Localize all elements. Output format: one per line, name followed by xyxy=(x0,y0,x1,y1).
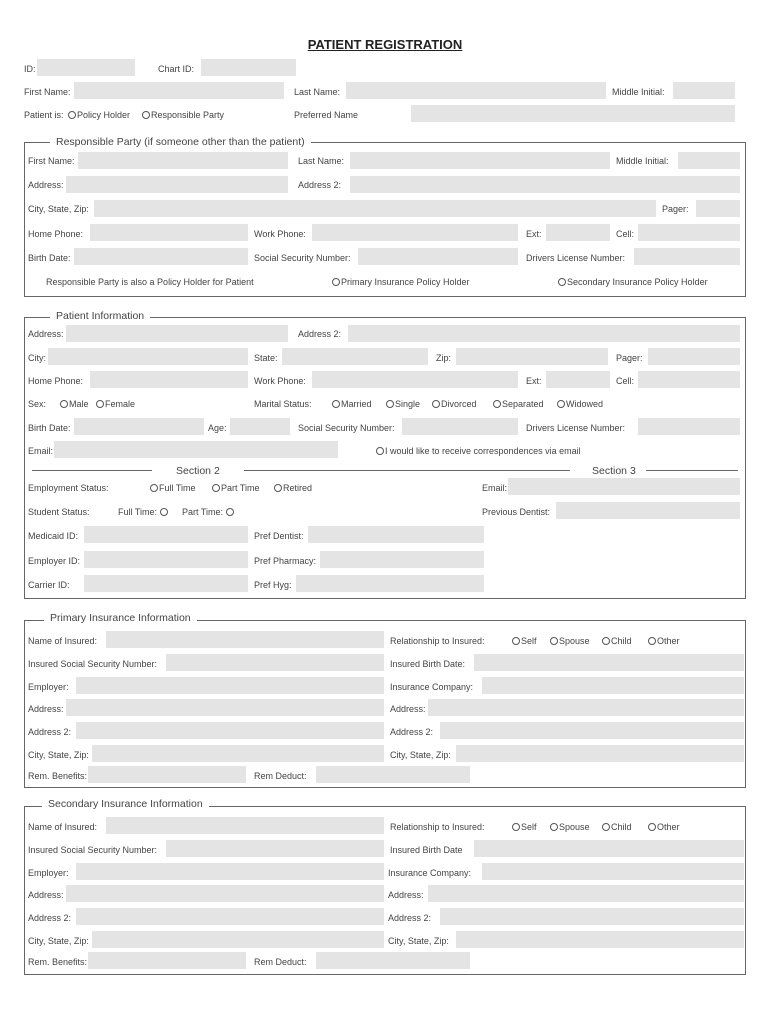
divorced-text: Divorced xyxy=(441,399,477,409)
s-address-label: Address: xyxy=(28,890,64,900)
radio-icon[interactable] xyxy=(96,400,104,408)
s-child-text: Child xyxy=(611,822,632,832)
radio-icon[interactable] xyxy=(212,484,220,492)
correspondence-text: I would like to receive correspondences via email xyxy=(385,446,581,456)
prev-dentist-label: Previous Dentist: xyxy=(482,507,551,517)
secondary-holder-text: Secondary Insurance Policy Holder xyxy=(567,277,708,287)
id-label: ID: xyxy=(24,64,36,74)
s-employer-label: Employer: xyxy=(28,868,69,878)
s-birth-field[interactable] xyxy=(474,840,744,857)
last-name-field[interactable] xyxy=(346,82,606,99)
pi-home-phone-field[interactable] xyxy=(90,371,248,388)
s-address-field[interactable] xyxy=(66,885,384,902)
p-name-label: Name of Insured: xyxy=(28,636,98,646)
part-time-option[interactable] xyxy=(212,482,260,494)
radio-icon[interactable] xyxy=(376,447,384,455)
p-ins-company-label: Insurance Company: xyxy=(390,682,474,692)
section3-rule xyxy=(646,470,738,471)
widowed-option[interactable] xyxy=(557,398,603,410)
rp-csz-label: City, State, Zip: xyxy=(28,204,89,214)
rp-work-phone-field[interactable] xyxy=(312,224,518,241)
p-rem-deduct-field[interactable] xyxy=(316,766,470,783)
pi-work-phone-field[interactable] xyxy=(312,371,518,388)
pi-address-label: Address: xyxy=(28,329,64,339)
radio-icon[interactable] xyxy=(648,637,656,645)
p-csz-r-field[interactable] xyxy=(456,745,744,762)
single-option[interactable] xyxy=(386,398,420,410)
s-rem-benefits-field[interactable] xyxy=(88,952,246,969)
secondary-insurance-title: Secondary Insurance Information xyxy=(42,798,209,810)
pi-cell-field[interactable] xyxy=(638,371,740,388)
s-name-field[interactable] xyxy=(106,817,384,834)
pi-pager-label: Pager: xyxy=(616,353,643,363)
student-full-time-option[interactable] xyxy=(118,506,169,518)
p-csz-label: City, State, Zip: xyxy=(28,750,89,760)
s-other-option[interactable] xyxy=(648,821,680,833)
pref-hyg-field[interactable] xyxy=(296,575,484,592)
p-ins-company-field[interactable] xyxy=(482,677,744,694)
s-csz-field[interactable] xyxy=(92,931,384,948)
s-address-r-field[interactable] xyxy=(428,885,744,902)
rp-ssn-label: Social Security Number: xyxy=(254,253,351,263)
radio-icon[interactable] xyxy=(550,823,558,831)
responsible-party-option[interactable] xyxy=(142,109,224,121)
rp-address-field[interactable] xyxy=(66,176,288,193)
p-rem-deduct-label: Rem Deduct: xyxy=(254,771,307,781)
s-address-r-label: Address: xyxy=(388,890,424,900)
s-name-label: Name of Insured: xyxy=(28,822,98,832)
pi-birth-date-field[interactable] xyxy=(74,418,204,435)
s-address2-r-label: Address 2: xyxy=(388,913,432,923)
radio-icon[interactable] xyxy=(602,637,610,645)
pi-ext-field[interactable] xyxy=(546,371,610,388)
separated-option[interactable] xyxy=(493,398,544,410)
rp-last-name-label: Last Name: xyxy=(298,156,345,166)
pi-zip-field[interactable] xyxy=(456,348,608,365)
rp-pager-label: Pager: xyxy=(662,204,689,214)
p-csz-r-label: City, State, Zip: xyxy=(390,750,451,760)
student-part-time-text: Part Time: xyxy=(182,507,224,517)
p-birth-label: Insured Birth Date: xyxy=(390,659,466,669)
p-other-option[interactable] xyxy=(648,635,680,647)
pi-state-field[interactable] xyxy=(282,348,428,365)
s-rem-deduct-label: Rem Deduct: xyxy=(254,957,307,967)
pi-age-label: Age: xyxy=(208,423,227,433)
preferred-name-field[interactable] xyxy=(411,105,735,122)
pi-address-field[interactable] xyxy=(66,325,288,342)
p-csz-field[interactable] xyxy=(92,745,384,762)
divorced-option[interactable] xyxy=(432,398,477,410)
policy-holder-text: Policy Holder xyxy=(77,110,131,120)
employer-id-label: Employer ID: xyxy=(28,556,81,566)
section2-rule-right xyxy=(244,470,570,471)
employer-id-field[interactable] xyxy=(84,551,248,568)
chart-id-field[interactable] xyxy=(201,59,296,76)
rp-middle-initial-label: Middle Initial: xyxy=(616,156,669,166)
pi-city-field[interactable] xyxy=(48,348,248,365)
s-csz-r-field[interactable] xyxy=(456,931,744,948)
s-other-text: Other xyxy=(657,822,680,832)
radio-icon[interactable] xyxy=(226,508,234,516)
s-relationship-label: Relationship to Insured: xyxy=(390,822,485,832)
pi-ssn-field[interactable] xyxy=(402,418,518,435)
s-address2-label: Address 2: xyxy=(28,913,72,923)
p-spouse-option[interactable] xyxy=(550,635,590,647)
section2-rule-left xyxy=(32,470,152,471)
pi-work-phone-label: Work Phone: xyxy=(254,376,306,386)
responsible-party-title: Responsible Party (if someone other than the patient) xyxy=(50,136,311,148)
policy-holder-option[interactable] xyxy=(68,109,130,121)
pi-birth-date-label: Birth Date: xyxy=(28,423,71,433)
p-relationship-label: Relationship to Insured: xyxy=(390,636,485,646)
radio-icon[interactable] xyxy=(602,823,610,831)
rp-ssn-field[interactable] xyxy=(358,248,518,265)
s-self-option[interactable] xyxy=(512,821,537,833)
medicaid-field[interactable] xyxy=(84,526,248,543)
section3-title: Section 3 xyxy=(592,465,636,477)
single-text: Single xyxy=(395,399,421,409)
first-name-label: First Name: xyxy=(24,87,71,97)
first-name-field[interactable] xyxy=(74,82,284,99)
s-rem-deduct-field[interactable] xyxy=(316,952,470,969)
retired-option[interactable] xyxy=(274,482,312,494)
pi-age-field[interactable] xyxy=(230,418,290,435)
radio-icon[interactable] xyxy=(550,637,558,645)
rp-first-name-field[interactable] xyxy=(78,152,288,169)
s-address2-field[interactable] xyxy=(76,908,384,925)
s-csz-label: City, State, Zip: xyxy=(28,936,89,946)
p-address-label: Address: xyxy=(28,704,64,714)
radio-icon[interactable] xyxy=(493,400,501,408)
patient-info-title: Patient Information xyxy=(50,310,150,322)
rp-home-phone-field[interactable] xyxy=(90,224,248,241)
rp-first-name-label: First Name: xyxy=(28,156,75,166)
s-rem-benefits-label: Rem. Benefits: xyxy=(28,957,88,967)
p-rem-benefits-field[interactable] xyxy=(88,766,246,783)
carrier-id-field[interactable] xyxy=(84,575,248,592)
s-spouse-text: Spouse xyxy=(559,822,590,832)
pi-city-label: City: xyxy=(28,353,46,363)
widowed-text: Widowed xyxy=(566,399,604,409)
p-self-option[interactable] xyxy=(512,635,537,647)
p-address-field[interactable] xyxy=(66,699,384,716)
radio-icon[interactable] xyxy=(68,111,76,119)
responsible-party-text: Responsible Party xyxy=(151,110,225,120)
pi-pager-field[interactable] xyxy=(648,348,740,365)
retired-text: Retired xyxy=(283,483,313,493)
rp-birth-date-field[interactable] xyxy=(74,248,248,265)
middle-initial-label: Middle Initial: xyxy=(612,87,665,97)
rp-also-policy-label: Responsible Party is also a Policy Holder for Patient xyxy=(46,277,254,287)
rp-ext-label: Ext: xyxy=(526,229,542,239)
radio-icon[interactable] xyxy=(557,400,565,408)
pref-dentist-field[interactable] xyxy=(308,526,484,543)
p-name-field[interactable] xyxy=(106,631,384,648)
p-child-text: Child xyxy=(611,636,632,646)
pi-dl-field[interactable] xyxy=(638,418,740,435)
p-address2-field[interactable] xyxy=(76,722,384,739)
pi-marital-label: Marital Status: xyxy=(254,399,312,409)
p-employer-label: Employer: xyxy=(28,682,69,692)
preferred-name-label: Preferred Name xyxy=(294,110,359,120)
full-time-option[interactable] xyxy=(150,482,196,494)
radio-icon[interactable] xyxy=(648,823,656,831)
pi-ext-label: Ext: xyxy=(526,376,542,386)
s-ssn-label: Insured Social Security Number: xyxy=(28,845,158,855)
rp-address2-label: Address 2: xyxy=(298,180,342,190)
pi-zip-label: Zip: xyxy=(436,353,452,363)
rp-cell-label: Cell: xyxy=(616,229,635,239)
pi-dl-label: Drivers License Number: xyxy=(526,423,626,433)
patient-is-label: Patient is: xyxy=(24,110,64,120)
p-employer-field[interactable] xyxy=(76,677,384,694)
section3-email-label: Email: xyxy=(482,483,508,493)
married-text: Married xyxy=(341,399,372,409)
rp-home-phone-label: Home Phone: xyxy=(28,229,84,239)
married-option[interactable] xyxy=(332,398,372,410)
rp-cell-field[interactable] xyxy=(638,224,740,241)
pref-pharmacy-field[interactable] xyxy=(320,551,484,568)
p-address-r-label: Address: xyxy=(390,704,426,714)
carrier-id-label: Carrier ID: xyxy=(28,580,70,590)
p-rem-benefits-label: Rem. Benefits: xyxy=(28,771,88,781)
radio-icon[interactable] xyxy=(150,484,158,492)
s-birth-label: Insured Birth Date xyxy=(390,845,463,855)
s-child-option[interactable] xyxy=(602,821,632,833)
rp-birth-date-label: Birth Date: xyxy=(28,253,71,263)
secondary-holder-option[interactable] xyxy=(558,276,708,288)
rp-middle-initial-field[interactable] xyxy=(678,152,740,169)
s-ins-company-field[interactable] xyxy=(482,863,744,880)
female-option[interactable] xyxy=(96,398,135,410)
pi-address2-field[interactable] xyxy=(348,325,740,342)
radio-icon[interactable] xyxy=(432,400,440,408)
s-address2-r-field[interactable] xyxy=(440,908,744,925)
middle-initial-field[interactable] xyxy=(673,82,735,99)
radio-icon[interactable] xyxy=(274,484,282,492)
radio-icon[interactable] xyxy=(142,111,150,119)
p-address2-label: Address 2: xyxy=(28,727,72,737)
prev-dentist-field[interactable] xyxy=(556,502,740,519)
student-label: Student Status: xyxy=(28,507,90,517)
id-field[interactable] xyxy=(37,59,135,76)
pi-cell-label: Cell: xyxy=(616,376,635,386)
last-name-label: Last Name: xyxy=(294,87,341,97)
section3-email-field[interactable] xyxy=(508,478,740,495)
pi-email-label: Email: xyxy=(28,446,54,456)
p-child-option[interactable] xyxy=(602,635,632,647)
correspondence-option[interactable] xyxy=(376,445,581,457)
rp-csz-field[interactable] xyxy=(94,200,656,217)
pref-dentist-label: Pref Dentist: xyxy=(254,531,304,541)
rp-last-name-field[interactable] xyxy=(350,152,610,169)
student-full-time-text: Full Time: xyxy=(118,507,158,517)
p-ssn-field[interactable] xyxy=(166,654,384,671)
pi-email-field[interactable] xyxy=(54,441,338,458)
student-part-time-option[interactable] xyxy=(182,506,235,518)
rp-ext-field[interactable] xyxy=(546,224,610,241)
p-address2-r-label: Address 2: xyxy=(390,727,434,737)
pref-hyg-label: Pref Hyg: xyxy=(254,580,292,590)
primary-holder-text: Primary Insurance Policy Holder xyxy=(341,277,470,287)
s-spouse-option[interactable] xyxy=(550,821,590,833)
s-ssn-field[interactable] xyxy=(166,840,384,857)
primary-insurance-title: Primary Insurance Information xyxy=(44,612,197,624)
pi-address2-label: Address 2: xyxy=(298,329,342,339)
radio-icon[interactable] xyxy=(60,400,68,408)
medicaid-label: Medicaid ID: xyxy=(28,531,79,541)
separated-text: Separated xyxy=(502,399,544,409)
radio-icon[interactable] xyxy=(386,400,394,408)
male-option[interactable] xyxy=(60,398,89,410)
pi-ssn-label: Social Security Number: xyxy=(298,423,395,433)
s-ins-company-label: Insurance Company: xyxy=(388,868,472,878)
radio-icon[interactable] xyxy=(332,400,340,408)
employment-label: Employment Status: xyxy=(28,483,109,493)
radio-icon[interactable] xyxy=(512,823,520,831)
p-address-r-field[interactable] xyxy=(428,699,744,716)
rp-address-label: Address: xyxy=(28,180,64,190)
chart-id-label: Chart ID: xyxy=(158,64,195,74)
radio-icon[interactable] xyxy=(160,508,168,516)
rp-pager-field[interactable] xyxy=(696,200,740,217)
male-text: Male xyxy=(69,399,89,409)
p-ssn-label: Insured Social Security Number: xyxy=(28,659,158,669)
section2-title: Section 2 xyxy=(176,465,220,477)
p-spouse-text: Spouse xyxy=(559,636,590,646)
pi-home-phone-label: Home Phone: xyxy=(28,376,84,386)
rp-dl-label: Drivers License Number: xyxy=(526,253,626,263)
rp-dl-field[interactable] xyxy=(634,248,740,265)
pi-state-label: State: xyxy=(254,353,278,363)
p-other-text: Other xyxy=(657,636,680,646)
p-birth-field[interactable] xyxy=(474,654,744,671)
p-address2-r-field[interactable] xyxy=(440,722,744,739)
radio-icon[interactable] xyxy=(558,278,566,286)
s-self-text: Self xyxy=(521,822,537,832)
full-time-text: Full Time xyxy=(159,483,196,493)
radio-icon[interactable] xyxy=(332,278,340,286)
rp-address2-field[interactable] xyxy=(350,176,740,193)
rp-work-phone-label: Work Phone: xyxy=(254,229,306,239)
female-text: Female xyxy=(105,399,136,409)
part-time-text: Part Time xyxy=(221,483,260,493)
p-self-text: Self xyxy=(521,636,537,646)
primary-holder-option[interactable] xyxy=(332,276,470,288)
pref-pharmacy-label: Pref Pharmacy: xyxy=(254,556,317,566)
radio-icon[interactable] xyxy=(512,637,520,645)
s-employer-field[interactable] xyxy=(76,863,384,880)
page-title: PATIENT REGISTRATION xyxy=(307,37,463,52)
s-csz-r-label: City, State, Zip: xyxy=(388,936,449,946)
pi-sex-label: Sex: xyxy=(28,399,47,409)
